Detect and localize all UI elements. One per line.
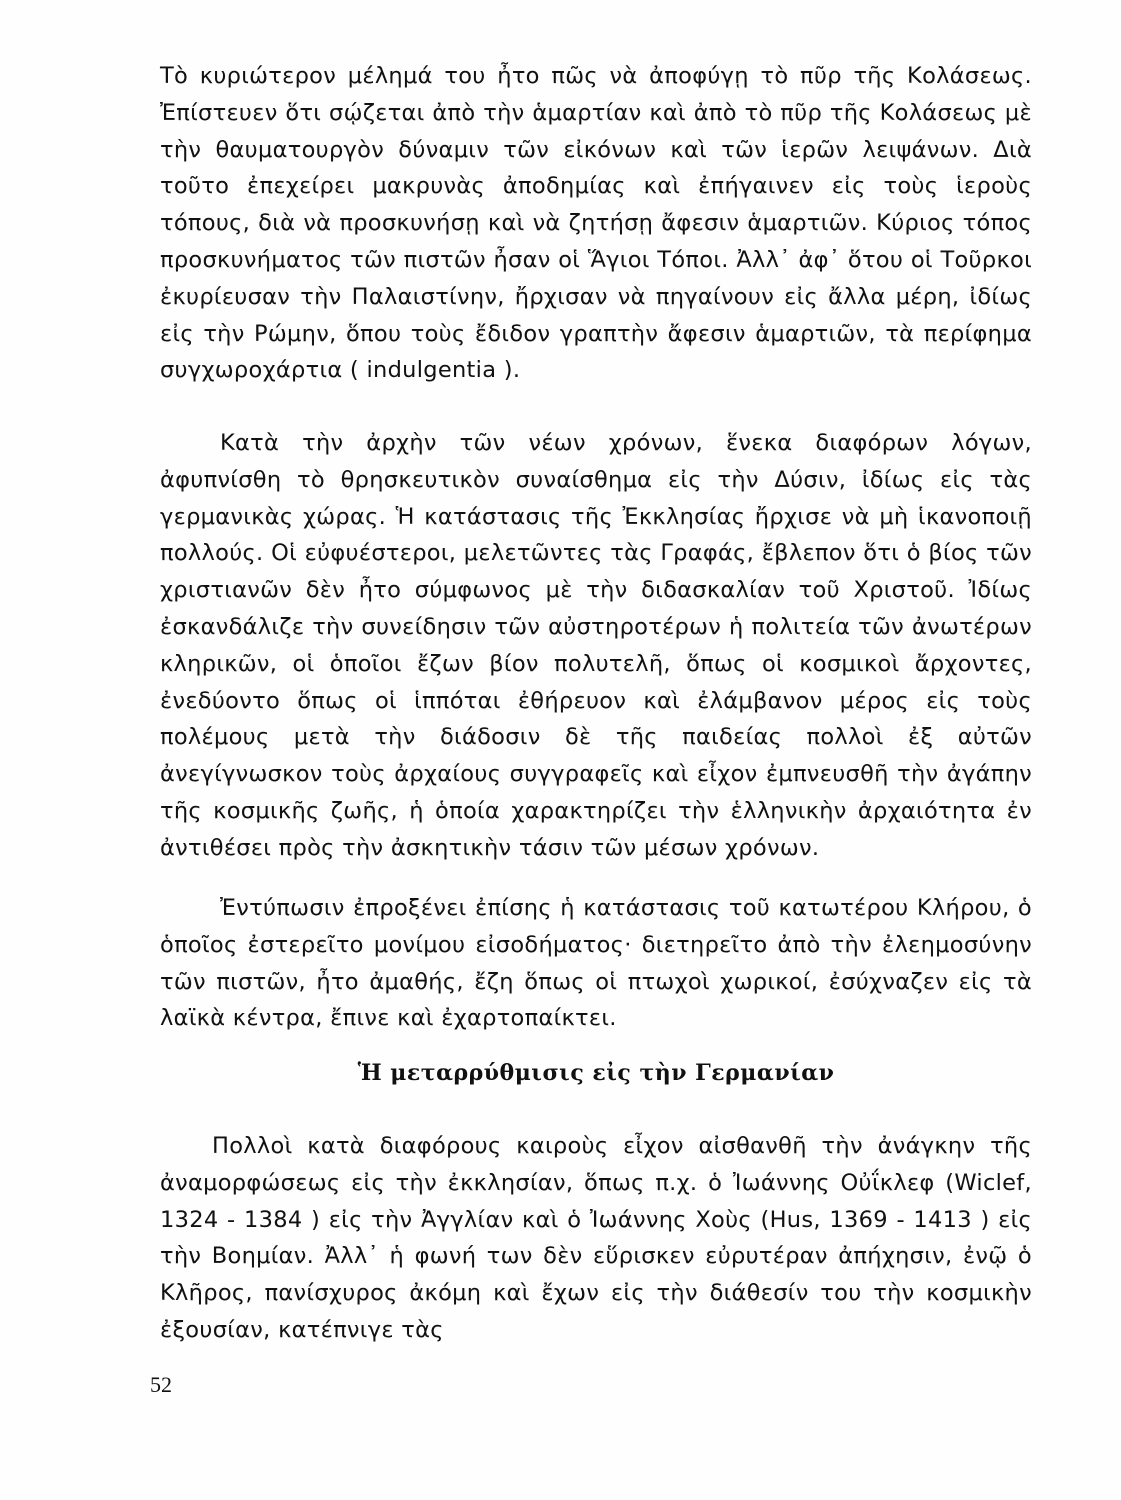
paragraph-purgatory-indulgences: Τὸ κυριώτερον μέλημά του ἦτο πῶς νὰ ἀποφύγῃ τὸ πῦρ τῆς Κολάσεως. Ἐπίστευεν ὅτι σῴζεται ἀπὸ τὴν ἁμαρτίαν καὶ ἀπὸ τὸ πῦρ τῆς Κολάσεως μὲ τὴν θαυματουργὸν δύναμιν τῶν εἰκόνων καὶ τῶν ἱερῶν λειψάνων. Διὰ τοῦτο ἐπεχείρει μακρυνὰς ἀποδημίας καὶ ἐπήγαινεν εἰς τοὺς ἱεροὺς τόπους, διὰ νὰ προσκυνήσῃ καὶ νὰ ζητήσῃ ἄφεσιν ἁμαρτιῶν. Κύριος τόπος προσκυνήματος τῶν πιστῶν ἦσαν οἱ Ἅγιοι Τόποι. Ἀλλ᾽ ἀφ᾽ ὅτου οἱ Τοῦρκοι ἐκυρίευσαν τὴν Παλαιστίνην, ἤρχισαν νὰ πηγαίνουν εἰς ἄλλα μέρη, ἰδίως εἰς τὴν Ρώμην, ὅπου τοὺς ἔδιδον γραπτὴν ἄφεσιν ἁμαρτιῶν, τὰ περίφημα συγχωροχάρτια ( indulgentia ). — [160, 63, 1032, 384]
page-number: 52 — [150, 1372, 172, 1397]
paragraph-reformers: Πολλοὶ κατὰ διαφόρους καιροὺς εἶχον αἰσθανθῆ τὴν ἀνάγκην τῆς ἀναμορφώσεως εἰς τὴν ἐκκλησίαν, ὅπως π.χ. ὁ Ἰωάννης Οὐΐκλεφ (Wiclef, 1324 - 1384 ) εἰς τὴν Ἀγγλίαν καὶ ὁ Ἰωάννης Χοὺς (Hus, 1369 - 1413 ) εἰς τὴν Βοημίαν. Ἀλλ᾽ ἡ φωνή των δὲν εὕρισκεν εὐρυτέραν ἀπήχησιν, ἐνῷ ὁ Κλῆρος, πανίσχυρος ἀκόμη καὶ ἔχων εἰς τὴν διάθεσίν του τὴν κοσμικὴν ἐξουσίαν, κατέπνιγε τὰς — [160, 1133, 1032, 1343]
paragraph-lower-clergy: Ἐντύπωσιν ἐπροξένει ἐπίσης ἡ κατάστασις τοῦ κατωτέρου Κλήρου, ὁ ὁποῖος ἐστερεῖτο μονίμου εἰσοδήματος· διετηρεῖτο ἀπὸ τὴν ἐλεημοσύνην τῶν πιστῶν, ἦτο ἀμαθής, ἔζη ὅπως οἱ πτωχοὶ χωρικοί, ἐσύχναζεν εἰς τὰ λαϊκὰ κέντρα, ἔπινε καὶ ἐχαρτοπαίκτει. — [160, 895, 1032, 1032]
section-heading: Ἡ μεταρρύθμισις εἰς τὴν Γερμανίαν — [357, 1060, 835, 1086]
paragraph-religious-awakening: Κατὰ τὴν ἀρχὴν τῶν νέων χρόνων, ἕνεκα διαφόρων λόγων, ἀφυπνίσθη τὸ θρησκευτικὸν συναίσθημα εἰς τὴν Δύσιν, ἰδίως εἰς τὰς γερμανικὰς χώρας. Ἡ κατάστασις τῆς Ἐκκλησίας ἤρχισε νὰ μὴ ἱκανοποιῇ πολλούς. Οἱ εὐφυέστεροι, μελετῶντες τὰς Γραφάς, ἔβλεπον ὅτι ὁ βίος τῶν χριστιανῶν δὲν ἦτο σύμφωνος μὲ τὴν διδασκαλίαν τοῦ Χριστοῦ. Ἰδίως ἐσκανδάλιζε τὴν συνείδησιν τῶν αὐστηροτέρων ἡ πολιτεία τῶν ἀνωτέρων κληρικῶν, οἱ ὁποῖοι ἔζων βίον πολυτελῆ, ὅπως οἱ κοσμικοὶ ἄρχοντες, ἐνεδύοντο ὅπως οἱ ἱππόται ἐθήρευον καὶ ἐλάμβανον μέρος εἰς τοὺς πολέμους μετὰ τὴν διάδοσιν δὲ τῆς παιδείας πολλοὶ ἐξ αὐτῶν ἀνεγίγνωσκον τοὺς ἀρχαίους συγγραφεῖς καὶ εἶχον ἐμπνευσθῆ τὴν ἀγάπην τῆς κοσμικῆς ζωῆς, ἡ ὁποία χαρακτηρίζει τὴν ἑλληνικὴν ἀρχαιότητα ἐν ἀντιθέσει πρὸς τὴν ἀσκητικὴν τάσιν τῶν μέσων χρόνων. — [160, 430, 1032, 861]
